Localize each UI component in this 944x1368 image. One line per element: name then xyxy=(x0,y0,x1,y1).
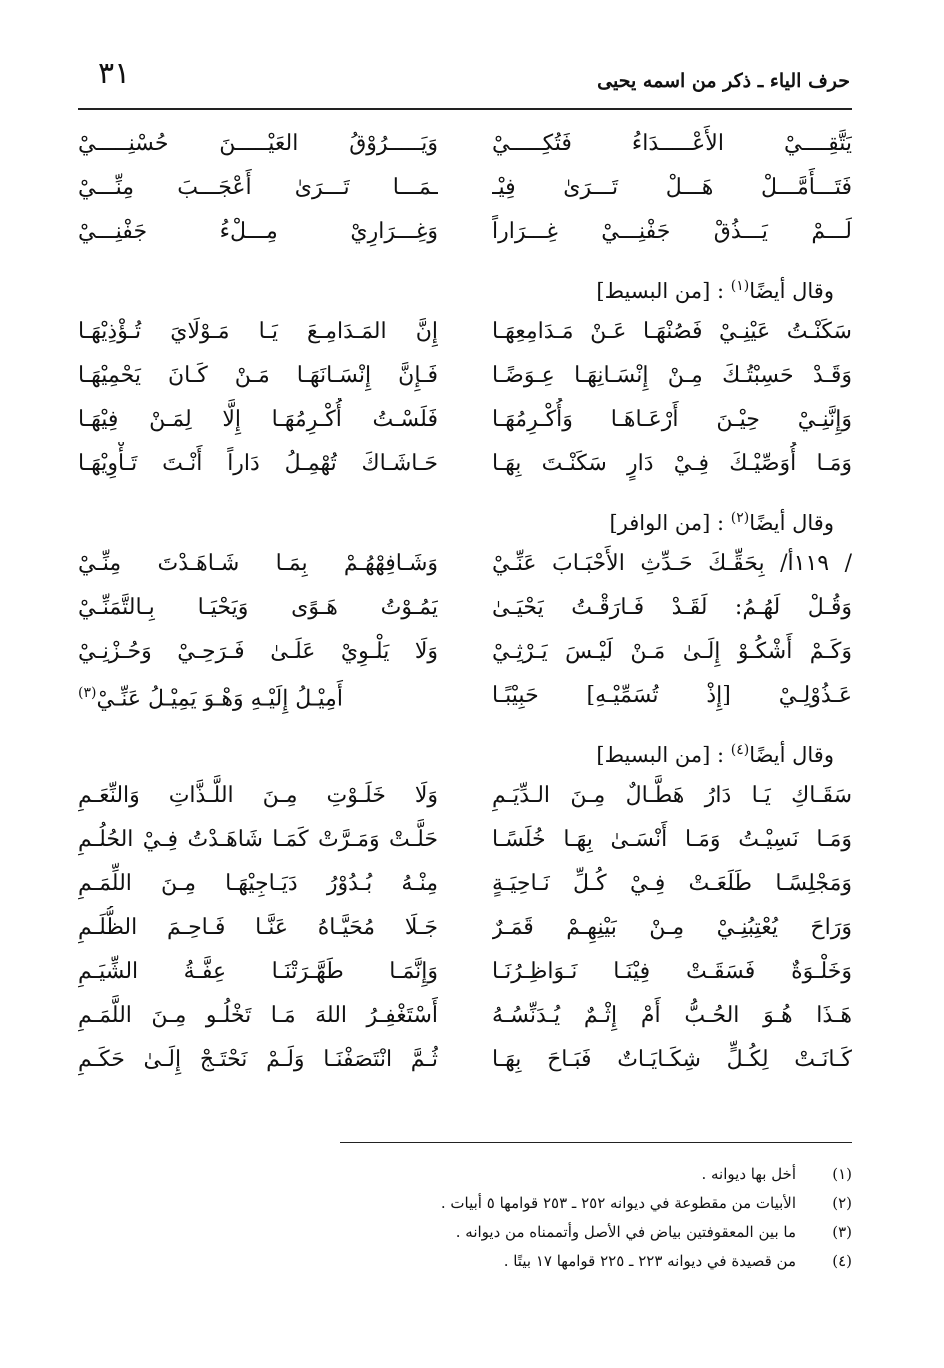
verse-line xyxy=(78,310,852,354)
second-hemistich: جَـلَا مُحَيَّـاهُ عَنَّـا فَـاحِـمَ الظُّلَـمِ xyxy=(78,915,438,940)
footnote-number: (٣) xyxy=(832,1223,852,1241)
first-hemistich: وَكَـمْ أَشْكُـوْ إِلَـىٰ مَـنْ لَيْـسَ يَـرْثِـيْ xyxy=(492,639,852,664)
verse-line xyxy=(78,166,852,210)
poem-block xyxy=(78,726,852,1082)
footnote-ref: (١) xyxy=(730,278,750,294)
verse-line xyxy=(78,774,852,818)
meter-label: : [من البسيط] xyxy=(596,279,725,303)
verse-line xyxy=(78,398,852,442)
footnote xyxy=(232,1189,852,1218)
first-hemistich: وَقَـدْ حَسِبْتُـكَ مِـنْ إِنْسَـانِهَـا عِـوَضًـا xyxy=(492,363,852,388)
page-number: ٣١ xyxy=(98,56,131,91)
second-hemistich: وَلَا يَلْـوِيْ عَلَـىٰ فَـرَحِـيْ وَحُـزْنِـيْ xyxy=(78,639,438,664)
footnote xyxy=(232,1218,852,1247)
footnote-number: (٢) xyxy=(832,1194,852,1212)
verse-line xyxy=(78,210,852,254)
second-hemistich: وَيَـــــرُوْقُ العَيْـــــنَ حُسْنِـــــيْ xyxy=(78,131,438,156)
footnotes xyxy=(232,1160,852,1276)
verse-line xyxy=(78,586,852,630)
poem-block xyxy=(78,262,852,486)
verse-line xyxy=(78,950,852,994)
poem-intro xyxy=(78,726,852,774)
intro-text: وقال أيضًا xyxy=(749,279,834,303)
poem-intro xyxy=(78,494,852,542)
footnote-number: (١) xyxy=(832,1165,852,1183)
first-hemistich: يَتَّقِــــيْ الأَعْـــــدَاءُ فَتُكِـــــيْ xyxy=(492,131,852,156)
verse-line xyxy=(78,442,852,486)
running-title: حرف الياء ـ ذكر من اسمه يحيى xyxy=(597,70,850,92)
verse-line xyxy=(78,862,852,906)
poem-block xyxy=(78,122,852,254)
verse-line xyxy=(78,674,852,718)
first-hemistich: وَقُـلْ لَهُـمُ: لَقَـدْ فَـارَقْـتُ يَحْيَـىٰ xyxy=(492,595,852,620)
footnote xyxy=(232,1247,852,1276)
footnote-number: (٤) xyxy=(832,1252,852,1270)
second-hemistich: وَغِـــرَارِيْ مِـــلْءُ جَفْنِـــيْ xyxy=(78,219,438,244)
first-hemistich: وَرَاحَ يُعْتِبُنِـيْ مِـنْ بَيْنِهِـمْ قَمَـرٌ xyxy=(492,915,852,940)
second-hemistich: وَشَـافِهْهُـمْ بِمَـا شَـاهَـدْتَ مِنِّـيْ xyxy=(78,551,438,576)
second-hemistich-text: أَمِيْـلُ إِلَيْـهِ وَهْـوَ يَمِيْـلُ عَنِّـيْ xyxy=(96,686,343,712)
verse-line xyxy=(78,906,852,950)
first-hemistich: فَتَـــأَمَّـــلْ هَـــلْ تَـــرَىٰ فِيْـ xyxy=(492,175,852,200)
verse-line xyxy=(78,630,852,674)
second-hemistich: إِنَّ المَـدَامِـعَ يَـا مَـوْلَايَ تُـؤْذِيْهَـا xyxy=(78,319,438,344)
second-hemistich: يَمُـوْتُ هَـوًى وَيَحْيَـا بِـالتَّمَنِّـيْ xyxy=(78,595,438,620)
first-hemistich: سَكَنْـتُ عَيْنِـيْ فَصُنْهَـا عَـنْ مَـدَامِعِهَـا xyxy=(492,319,852,344)
second-hemistich: وَإِنَّمَـا طَهَّـرَتْنَـا عِفَّـةُ الشِّيَـمِ xyxy=(78,959,438,984)
footnote-text: الأبيات من مقطوعة في ديوانه ٢٥٢ ـ ٢٥٣ قوامها ٥ أبيات . xyxy=(440,1194,796,1212)
footnote-text: ما بين المعقوفتين بياض في الأصل وأتممناه من ديوانه . xyxy=(455,1223,796,1241)
first-hemistich: هَـذَا هُـوَ الحُـبُّ أَمْ إِثْـمٌ يُـدَنِّسُـهُ xyxy=(492,1003,852,1028)
first-hemistich: وَإِنَّنِـيْ حِيْـنَ أَرْعَـاهَـا وَأُكْـرِمُهَـا xyxy=(492,407,852,432)
first-hemistich: سَقَـاكِ يَـا دَارُ هَطَّـالٌ مِـنَ الـدِّيَـمِ xyxy=(492,783,852,808)
footnote-ref: (٢) xyxy=(730,510,750,526)
footnote-ref: (٣) xyxy=(78,684,97,701)
footnote xyxy=(232,1160,852,1189)
first-hemistich: لَـــمْ يَـــذُقْ جَفْنِـــيْ غِـــرَاراً xyxy=(492,219,852,244)
meter-label: : [من البسيط] xyxy=(596,743,725,767)
verse-line xyxy=(78,122,852,166)
second-hemistich: فَـإِنَّ إِنْسَـانَهَـا مَـنْ كَـانَ يَحْمِيْهَـا xyxy=(78,363,438,388)
intro-text: وقال أيضًا xyxy=(749,743,834,767)
first-hemistich: وَمَـا أُوَصِّيْـكَ فِـيْ دَارٍ سَكَنْـتَ بِهَـا xyxy=(492,451,852,476)
verse-line xyxy=(78,542,852,586)
second-hemistich xyxy=(78,671,438,721)
poem-intro xyxy=(78,262,852,310)
header-rule xyxy=(78,108,852,110)
intro-text: وقال أيضًا xyxy=(749,511,834,535)
verse-line xyxy=(78,994,852,1038)
footnote-rule xyxy=(340,1142,852,1143)
poem-block xyxy=(78,494,852,718)
first-hemistich: / ١١٩أ/ بِحَقِّـكَ حَـدِّثِ الأَحْبَـابَ عَنِّـيْ xyxy=(492,551,852,576)
second-hemistich: ثُـمَّ انْتَصَفْنَـا وَلَـمْ نَحْتَـجْ إِلَـىٰ حَكَـمِ xyxy=(78,1047,438,1072)
meter-label: : [من الوافر] xyxy=(609,511,725,535)
second-hemistich: أَسْتَغْفِـرُ اللهَ مَـا تَخْلُـو مِـنَ اللَّمَـمِ xyxy=(78,1003,438,1028)
page-header xyxy=(80,56,850,106)
verse-line xyxy=(78,1038,852,1082)
first-hemistich: وَخَلْـوَةٌ فَسَقَـتْ فِيْنَـا نَـوَاظِـرُنَـا xyxy=(492,959,852,984)
footnote-text: أخل بها ديوانه . xyxy=(701,1165,796,1183)
verse-line xyxy=(78,818,852,862)
second-hemistich: مِنْـهُ بُـدُوْرُ دَيَـاجِيْهَـا مِـنَ اللِّمَـمِ xyxy=(78,871,438,896)
second-hemistich: حَـاشَـاكَ تُهْمِـلُ دَاراً أَنْـتَ تَـأْوِيْهَـا xyxy=(78,451,438,476)
footnote-ref: (٤) xyxy=(730,742,750,758)
first-hemistich: عَـذُوْلِـيْ [إِذْ تُسَمِّيْـهِ] حَبِيْبًـا xyxy=(492,683,852,708)
first-hemistich: كَـانَـتْ لِكُـلٍّ شِكَـايَـاتٌ فَبَـاحَ بِهَـا xyxy=(492,1047,852,1072)
footnote-text: من قصيدة في ديوانه ٢٢٣ ـ ٢٢٥ قوامها ١٧ بيتًا . xyxy=(503,1252,796,1270)
second-hemistich: حَلَّـتْ وَمَـرَّتْ كَمَـا شَاهَـدْتُ فِـيْ الحُلُـمِ xyxy=(78,827,438,852)
second-hemistich: ـمَـــا تَـــرَىٰ أَعْجَـــبَ مِنِّـــيْ xyxy=(78,175,438,200)
second-hemistich: فَلَسْـتُ أُكْـرِمُهَـا إِلَّا لِمَـنْ فِيْهَـا xyxy=(78,407,438,432)
first-hemistich: وَمَجْلِسًـا طَلَعَـتْ فِـيْ كُـلِّ نَـاحِيَـةٍ xyxy=(492,871,852,896)
first-hemistich: وَمَـا نَسِيْـتُ وَمَـا أَنْسَـىٰ بِهَـا خُلَسًـا xyxy=(492,827,852,852)
second-hemistich: وَلَا خَلَـوْتِ مِـنَ اللَّـذَّاتِ وَالنِّعَـمِ xyxy=(78,783,438,808)
poem-area xyxy=(78,122,852,1082)
verse-line xyxy=(78,354,852,398)
